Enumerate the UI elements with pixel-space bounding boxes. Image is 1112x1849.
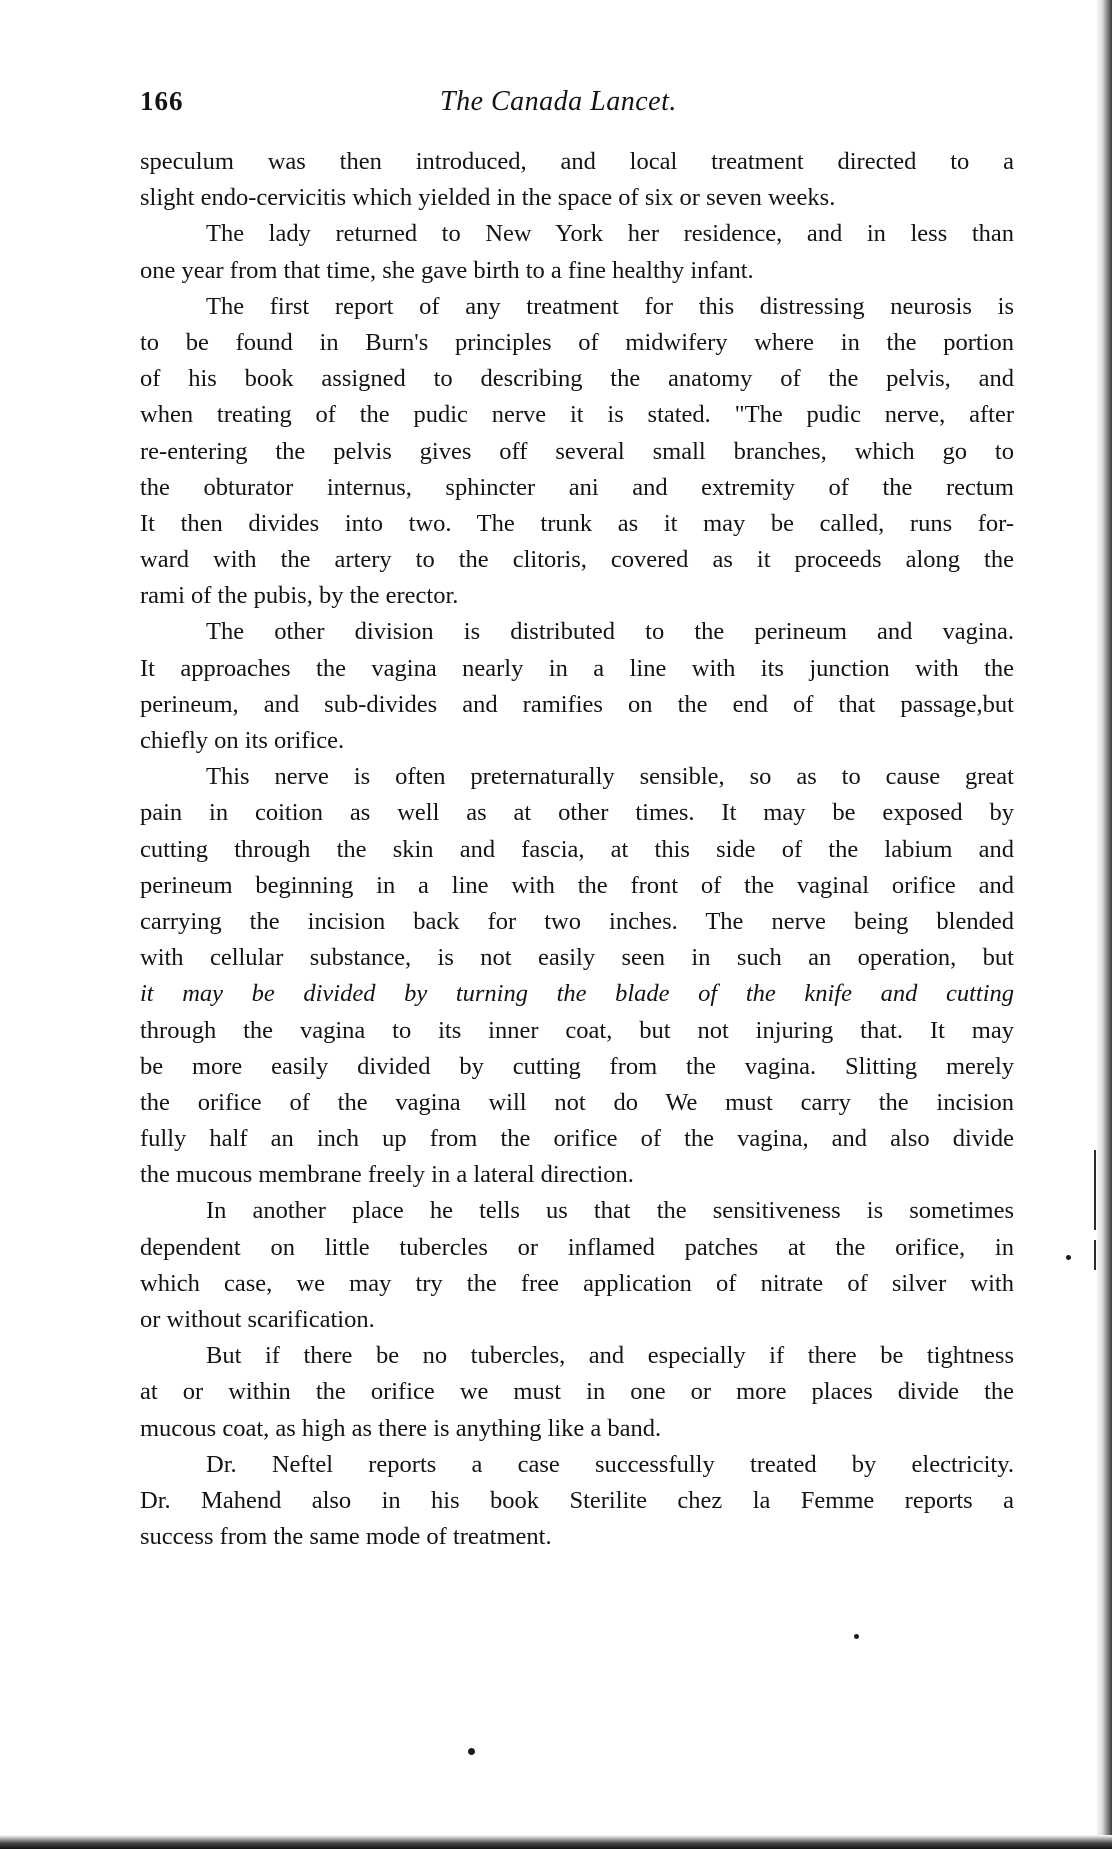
- ink-speck: [854, 1634, 859, 1639]
- paragraph: [140, 1338, 1014, 1447]
- text-line: Dr. Neftel reports a case successfully treated by electricity.: [206, 1450, 1014, 1478]
- text-line: fully half an inch up from the orifice of the vagina, and also divide: [140, 1125, 1014, 1153]
- text-line: it may be divided by turning the blade of the knife and cutting: [140, 980, 1014, 1008]
- paragraph: [140, 1193, 1014, 1338]
- text-line: dependent on little tubercles or inflamed patches at the orifice, in: [140, 1233, 1014, 1261]
- page-number: 166: [140, 86, 184, 116]
- text-line: success from the same mode of treatment.: [140, 1523, 552, 1551]
- body-text: [140, 144, 1014, 1555]
- text-line: It approaches the vagina nearly in a line with its junction with the: [140, 654, 1014, 682]
- text-line: the orifice of the vagina will not do We must carry the incision: [140, 1088, 1014, 1116]
- text-line: chiefly on its orifice.: [140, 727, 345, 754]
- text-line: cutting through the skin and fascia, at this side of the labium and: [140, 835, 1014, 863]
- text-line: be more easily divided by cutting from the vagina. Slitting merely: [140, 1052, 1014, 1080]
- text-line: carrying the incision back for two inches. The nerve being blended: [140, 907, 1014, 935]
- text-line: ward with the artery to the clitoris, covered as it proceeds along the: [140, 546, 1014, 574]
- text-line: or without scarification.: [140, 1306, 375, 1333]
- text-line: Dr. Mahend also in his book Sterilite chez la Femme reports a: [140, 1486, 1014, 1514]
- text-line: In another place he tells us that the sensitiveness is sometimes: [206, 1197, 1014, 1225]
- text-line: to be found in Burn's principles of midwifery where in the portion: [140, 328, 1014, 356]
- text-line: the mucous membrane freely in a lateral direction.: [140, 1161, 634, 1189]
- text-line: when treating of the pudic nerve it is stated. "The pudic nerve, after: [140, 401, 1014, 429]
- text-line: with cellular substance, is not easily seen in such an operation, but: [140, 944, 1014, 972]
- paragraph: [140, 759, 1014, 1193]
- text-line: re-entering the pelvis gives off several small branches, which go to: [140, 437, 1014, 465]
- paragraph: [140, 614, 1014, 759]
- ink-speck: [1066, 1255, 1071, 1260]
- paragraph: [140, 289, 1014, 615]
- text-line: of his book assigned to describing the anatomy of the pelvis, and: [140, 365, 1014, 393]
- text-line: The first report of any treatment for this distressing neurosis is: [206, 292, 1014, 320]
- text-line: But if there be no tubercles, and especially if there be tightness: [206, 1342, 1014, 1370]
- ink-speck: [468, 1748, 475, 1755]
- paragraph: [140, 1447, 1014, 1556]
- text-line: through the vagina to its inner coat, but not injuring that. It may: [140, 1016, 1014, 1044]
- running-title: The Canada Lancet.: [440, 86, 677, 117]
- text-line: perineum, and sub-divides and ramifies on the end of that passage,but: [140, 690, 1014, 718]
- page-edge-shadow: [1096, 0, 1112, 1849]
- text-line: slight endo-cervicitis which yielded in the space of six or seven weeks.: [140, 184, 836, 212]
- paragraph: [140, 144, 1014, 216]
- text-line: pain in coition as well as at other times. It may be exposed by: [140, 799, 1014, 827]
- text-line: This nerve is often preternaturally sensible, so as to cause great: [206, 763, 1014, 791]
- text-line: The lady returned to New York her residence, and in less than: [206, 220, 1014, 248]
- text-line: one year from that time, she gave birth to a fine healthy infant.: [140, 256, 754, 284]
- page-bottom-shadow: [0, 1835, 1112, 1849]
- text-line: It then divides into two. The trunk as it may be called, runs for-: [140, 509, 1014, 537]
- text-line: The other division is distributed to the perineum and vagina.: [206, 618, 1014, 646]
- text-line: at or within the orifice we must in one or more places divide the: [140, 1378, 1014, 1406]
- text-line: rami of the pubis, by the erector.: [140, 582, 459, 610]
- paragraph: [140, 216, 1014, 288]
- text-line: which case, we may try the free application of nitrate of silver with: [140, 1269, 1014, 1297]
- text-line: mucous coat, as high as there is anything like a band.: [140, 1414, 662, 1442]
- page-header: [140, 86, 1020, 126]
- text-line: perineum beginning in a line with the front of the vaginal orifice and: [140, 871, 1014, 899]
- text-line: the obturator internus, sphincter ani and extremity of the rectum: [140, 473, 1014, 501]
- text-line: speculum was then introduced, and local treatment directed to a: [140, 148, 1014, 175]
